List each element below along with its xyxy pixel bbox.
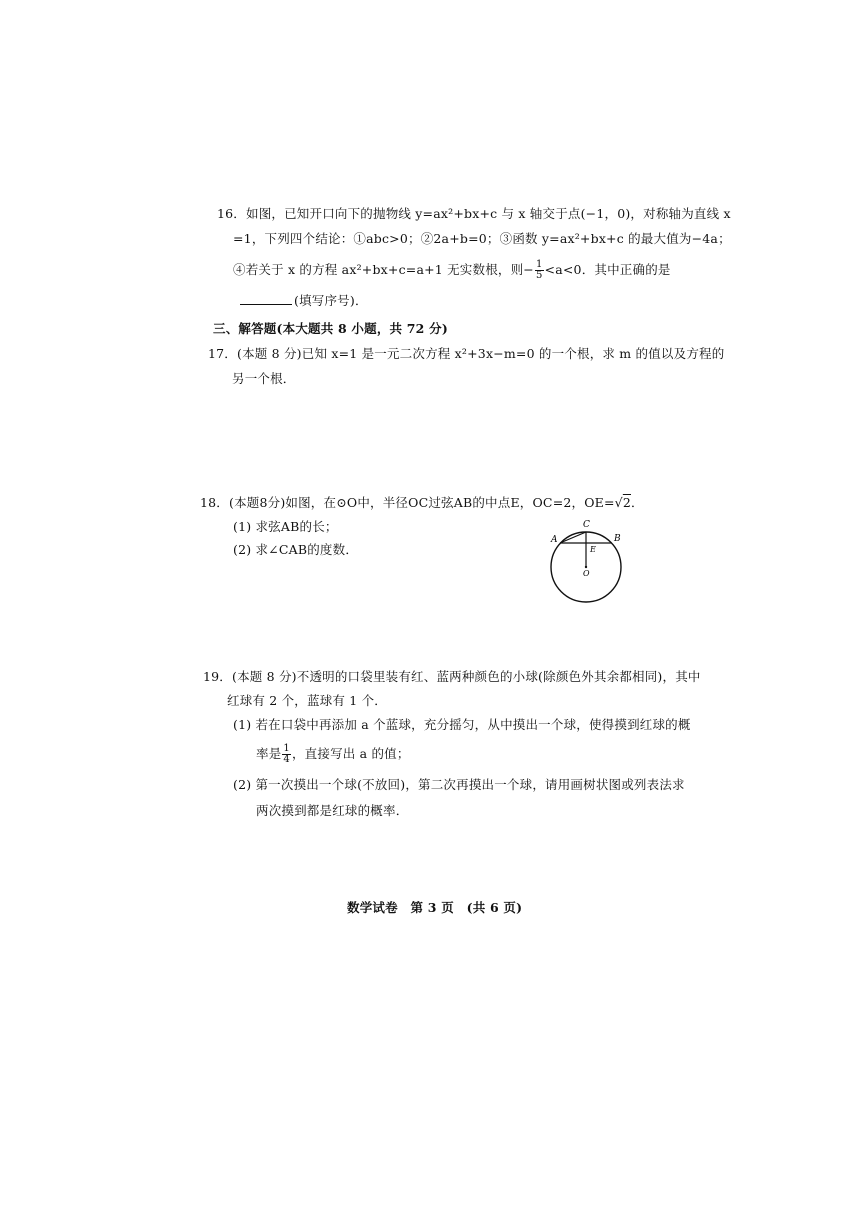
q19-fraction-numerator: 1 bbox=[283, 743, 290, 754]
center-point bbox=[585, 566, 587, 568]
q18-line-1-text-a: 18．(本题8分)如图，在⊙O中，半径OC过弦AB的中点E，OC=2，OE= bbox=[200, 495, 615, 510]
q19-fraction bbox=[282, 744, 291, 765]
q16-fraction bbox=[535, 260, 544, 281]
q19-line-1: 19．(本题 8 分)不透明的口袋里装有红、蓝两种颜色的小球(除颜色外其余都相同)，其中 bbox=[203, 669, 701, 684]
q19-part-1-text-post: ，直接写出 a 的值； bbox=[291, 746, 410, 761]
q16-line-3-text-b: <a<0．其中正确的是 bbox=[544, 262, 671, 277]
label-b: B bbox=[614, 534, 621, 544]
q18-part-1: (1) 求弦AB的长； bbox=[233, 519, 338, 534]
q18-part-2: (2) 求∠CAB的度数． bbox=[233, 542, 359, 557]
q16-line-3-text-a: ④若关于 x 的方程 ax²+bx+c=a+1 无实数根，则− bbox=[233, 262, 534, 277]
q16-answer-blank[interactable] bbox=[240, 292, 292, 305]
sqrt-symbol: √ bbox=[614, 495, 623, 510]
q16-fraction-denominator: 5 bbox=[535, 270, 543, 281]
q17-line-2: 另一个根． bbox=[232, 371, 296, 386]
segment-ac bbox=[560, 532, 586, 543]
q18-line-1-text-b: ． bbox=[631, 495, 644, 510]
sqrt-radicand: 2 bbox=[622, 495, 631, 510]
label-o: O bbox=[583, 569, 590, 578]
q19-part-1-text-pre: 率是 bbox=[256, 746, 282, 761]
section-3-heading: 三、解答题(本大题共 8 小题，共 72 分) bbox=[213, 321, 448, 336]
q19-part-2-line-1: (2) 第一次摸出一个球(不放回)，第二次再摸出一个球，请用画树状图或列表法求 bbox=[233, 777, 685, 792]
q16-fraction-numerator: 1 bbox=[535, 259, 543, 270]
q19-part-2-line-2: 两次摸到都是红球的概率． bbox=[256, 803, 409, 818]
q19-part-1-line-2 bbox=[256, 744, 410, 765]
q16-line-3 bbox=[233, 260, 671, 281]
q18-line-1 bbox=[200, 494, 644, 512]
q16-line-4-text: (填写序号)． bbox=[294, 293, 368, 308]
label-a: A bbox=[551, 535, 558, 545]
q19-fraction-denominator: 4 bbox=[283, 754, 290, 765]
circle-figure bbox=[541, 513, 671, 613]
label-c: C bbox=[583, 520, 590, 530]
q19-line-2: 红球有 2 个，蓝球有 1 个． bbox=[227, 693, 387, 708]
label-e: E bbox=[590, 545, 596, 554]
q16-line-1: 16．如图，已知开口向下的抛物线 y=ax²+bx+c 与 x 轴交于点(−1，0)，对称轴为直线 x bbox=[217, 206, 731, 221]
q16-line-2: =1，下列四个结论：①abc>0；②2a+b=0；③函数 y=ax²+bx+c 的最大值为−4a； bbox=[233, 231, 731, 246]
page-footer: 数学试卷 第 3 页 (共 6 页) bbox=[347, 900, 523, 915]
q16-line-4 bbox=[240, 292, 368, 310]
q17-line-1: 17．(本题 8 分)已知 x=1 是一元二次方程 x²+3x−m=0 的一个根，求 m 的值以及方程的 bbox=[208, 346, 725, 361]
q19-part-1-line-1: (1) 若在口袋中再添加 a 个蓝球，充分摇匀，从中摸出一个球，使得摸到红球的概 bbox=[233, 717, 691, 732]
